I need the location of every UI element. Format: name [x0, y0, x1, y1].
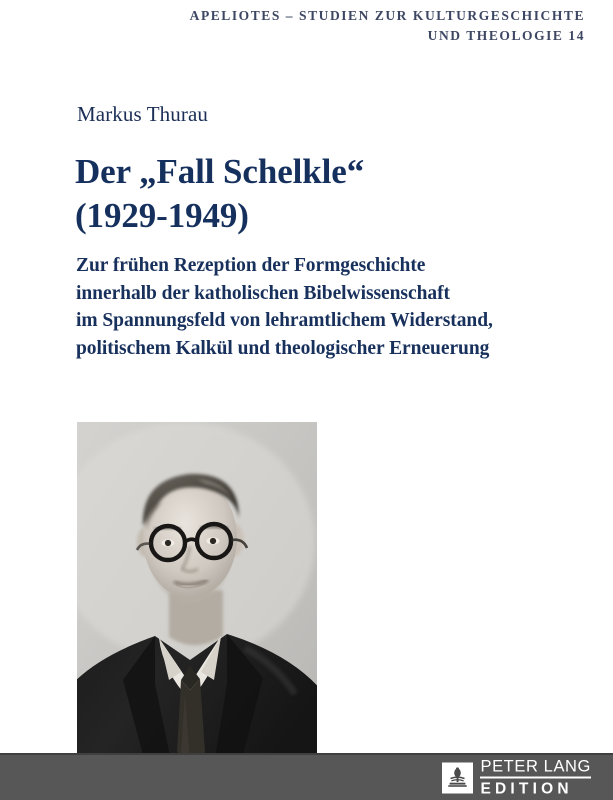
publisher-bar	[0, 753, 613, 800]
publisher-logo-text	[480, 758, 591, 797]
publisher-imprint: EDITION	[480, 780, 573, 798]
series-title	[60, 6, 585, 46]
portrait-photo	[77, 422, 317, 770]
series-title-line-2: UND THEOLOGIE 14	[427, 28, 585, 43]
book-title-line-1: Der „Fall Schelkle“	[75, 152, 365, 191]
book-subtitle-line-4: politischem Kalkül und theologischer Erneuerung	[76, 337, 490, 359]
book-title-line-2: (1929-1949)	[75, 196, 249, 235]
book-subtitle-line-2: innerhalb der katholischen Bibelwissenschaft	[76, 282, 450, 304]
book-subtitle-line-1: Zur frühen Rezeption der Formgeschichte	[76, 255, 426, 276]
book-subtitle	[76, 252, 606, 362]
publisher-logo	[442, 758, 591, 797]
book-subtitle-line-3: im Spannungsfeld von lehramtlichem Widerstand,	[76, 310, 493, 331]
book-title	[75, 150, 595, 238]
publisher-brand: PETER LANG	[480, 758, 591, 779]
peter-lang-emblem-icon	[442, 762, 473, 793]
author-name: Markus Thurau	[77, 102, 208, 126]
portrait-photo-image	[77, 422, 317, 770]
series-title-line-1: APELIOTES – STUDIEN ZUR KULTURGESCHICHTE	[189, 8, 585, 23]
